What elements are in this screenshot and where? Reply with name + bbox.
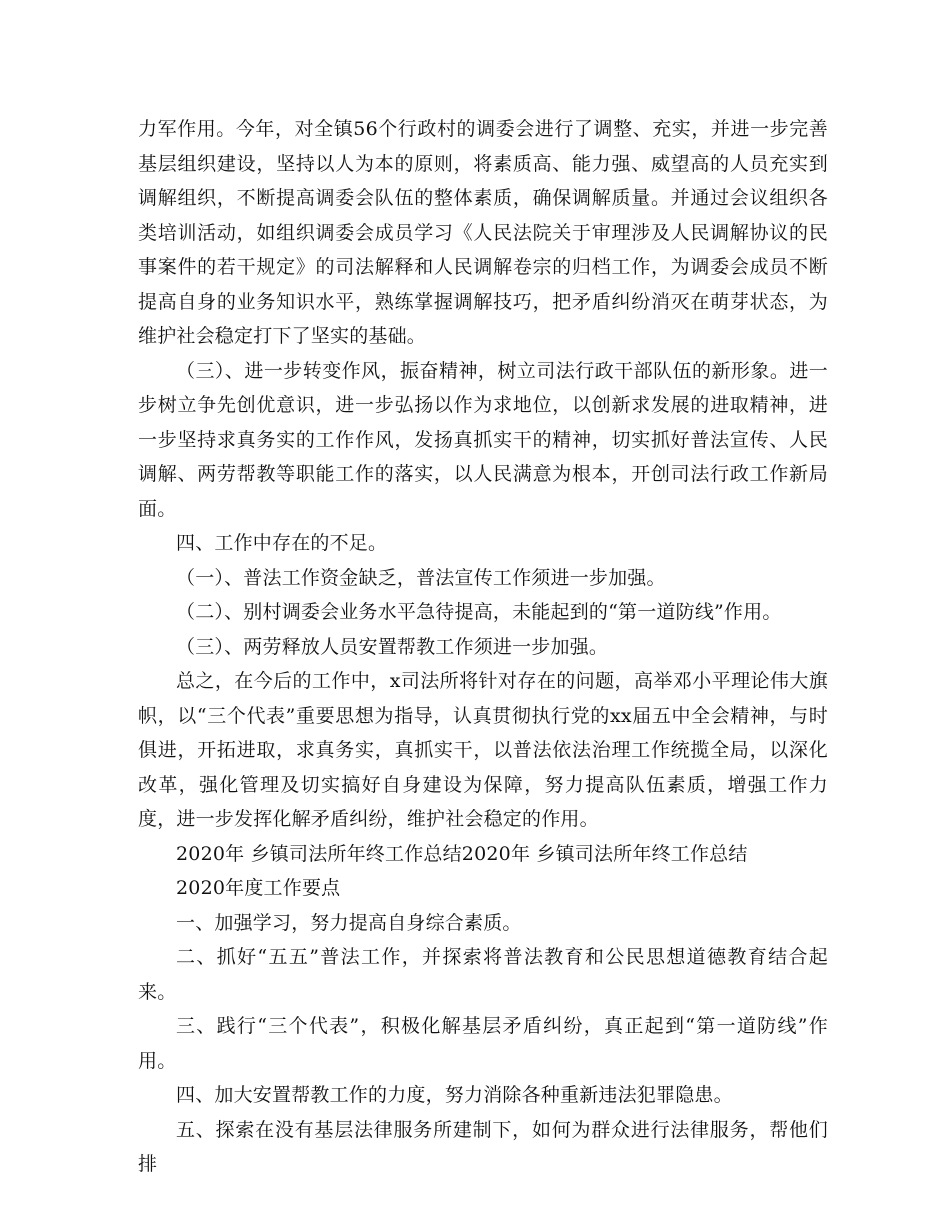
list-item: 一、加强学习，努力提高自身综合素质。 — [176, 911, 522, 934]
paragraph: 力军作用。今年，对全镇56个行政村的调委会进行了调整、充实，并进一步完善基层组织建设，坚持以人为本的原则，将素质高、能力强、威望高的人员充实到调解组织，不断提高调委会队伍的整体素质，确保调解质量。并通过会议组织各类培训活动，如组织调委会成员学习《人民法院关于审理涉及人民调解协议的民事案件的若干规定》的司法解释和人民调解卷宗的归档工作，为调委会成员不断提高自身的业务知识水平，熟练掌握调解技巧，把矛盾纠纷消灭在萌芽状态，为维护社会稳定打下了坚实的基础。 — [138, 118, 828, 347]
list-item: 三、践行“三个代表”，积极化解基层矛盾纠纷，真正起到“第一道防线”作用。 — [138, 1015, 828, 1072]
document-title-line: 2020年 乡镇司法所年终工作总结2020年 乡镇司法所年终工作总结 — [176, 842, 748, 865]
list-item: 五、探索在没有基层法律服务所建制下，如何为群众进行法律服务，帮他们排 — [138, 1118, 828, 1175]
section-heading: 2020年度工作要点 — [176, 877, 341, 899]
list-item: （三）、两劳释放人员安置帮教工作须进一步加强。 — [176, 635, 609, 658]
list-item: 四、加大安置帮教工作的力度，努力消除各种重新违法犯罪隐患。 — [176, 1084, 733, 1106]
paragraph: （三）、进一步转变作风，振奋精神，树立司法行政干部队伍的新形象。进一步树立争先创优意识，进一步弘扬以作为求地位，以创新求发展的进取精神，进一步坚持求真务实的工作作风，发扬真抓实干的精神，切实抓好普法宣传、人民调解、两劳帮教等职能工作的落实，以人民满意为根本，开创司法行政工作新局面。 — [138, 359, 828, 520]
paragraph: 总之，在今后的工作中，x司法所将针对存在的问题，高举邓小平理论伟大旗帜，以“三个代表”重要思想为指导，认真贯彻执行党的xx届五中全会精神，与时俱进，开拓进取，求真务实，真抓实干，以普法依法治理工作统揽全局，以深化改革，强化管理及切实搞好自身建设为保障，努力提高队伍素质，增强工作力度，进一步发挥化解矛盾纠纷，维护社会稳定的作用。 — [138, 670, 828, 830]
list-item: （一）、普法工作资金缺乏，普法宣传工作须进一步加强。 — [176, 566, 666, 589]
document-body — [138, 112, 828, 1182]
section-heading: 四、工作中存在的不足。 — [176, 532, 388, 554]
list-item: （二）、别村调委会业务水平急待提高，未能起到的“第一道防线”作用。 — [176, 601, 782, 623]
list-item: 二、抓好“五五”普法工作，并探索将普法教育和公民思想道德教育结合起来。 — [138, 946, 828, 1003]
